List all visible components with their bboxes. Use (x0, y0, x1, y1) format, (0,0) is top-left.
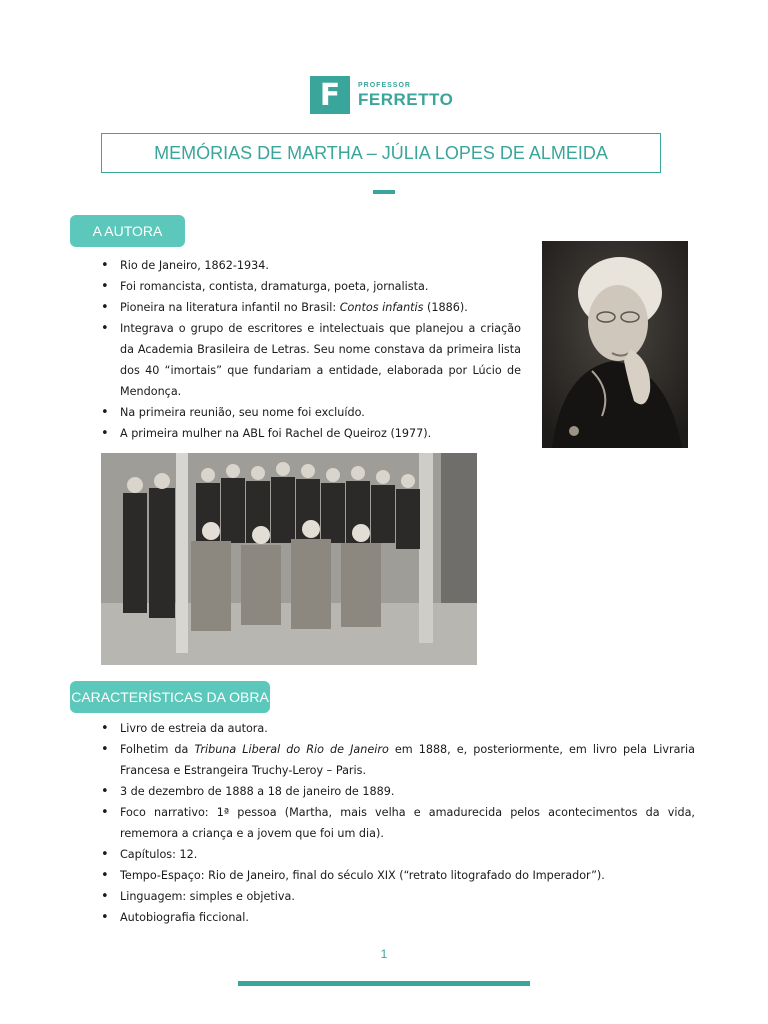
author-portrait-photo (542, 241, 688, 448)
logo-name: FERRETTO (358, 90, 454, 109)
list-item (100, 297, 521, 318)
list-item-text: Folhetim da (120, 743, 195, 756)
list-item (100, 739, 695, 781)
list-item-text: (1886). (423, 301, 468, 314)
list-item (100, 865, 695, 886)
list-item (100, 276, 521, 297)
italic-title: Contos infantis (339, 301, 424, 314)
professor-ferretto-logo (310, 76, 453, 114)
list-item-text: Pioneira na literatura infantil no Brasil: (120, 301, 340, 314)
page-number: 1 (380, 947, 388, 961)
list-item (100, 318, 521, 402)
section-label-caracteristicas: CARACTERÍSTICAS DA OBRA (70, 681, 270, 713)
list-item (100, 718, 695, 739)
list-item (100, 907, 695, 928)
list-item-text: Tempo-Espaço: Rio de Janeiro, final do século XIX (“retrato litografado do Imperador”). (120, 869, 605, 882)
obra-bullet-list (100, 718, 695, 928)
list-item-text: Linguagem: simples e objetiva. (120, 890, 295, 903)
list-item-text: A primeira mulher na ABL foi Rachel de Queiroz (1977). (120, 427, 432, 440)
abl-founders-group-photo (101, 453, 477, 665)
document-title: MEMÓRIAS DE MARTHA – JÚLIA LOPES DE ALMEIDA (101, 133, 661, 173)
footer-bar (238, 981, 530, 986)
list-item (100, 802, 695, 844)
list-item-text: Na primeira reunião, seu nome foi excluído. (120, 406, 365, 419)
title-divider (373, 190, 395, 194)
list-item (100, 844, 695, 865)
list-item-text: Foco narrativo: 1ª pessoa (Martha, mais velha e amadurecida pelos acontecimentos da vida, rememora a criança e a jovem que foi um dia). (120, 806, 695, 840)
list-item (100, 781, 695, 802)
list-item (100, 886, 695, 907)
italic-title: Tribuna Liberal do Rio de Janeiro (194, 743, 389, 756)
list-item-text: Autobiografia ficcional. (120, 911, 249, 924)
list-item-text: Foi romancista, contista, dramaturga, poeta, jornalista. (120, 280, 429, 293)
logo-mark: F (310, 76, 350, 114)
list-item-text: Capítulos: 12. (120, 848, 198, 861)
list-item-text: Integrava o grupo de escritores e intelectuais que planejou a criação da Academia Brasileira de Letras. Seu nome constava da primeira lista dos 40 “imortais” que fundariam a entidade, elaborada por Lúcio de Mendonça. (120, 322, 521, 398)
section-label-autora: A AUTORA (70, 215, 185, 247)
list-item (100, 423, 521, 444)
list-item (100, 402, 521, 423)
logo-subtitle: PROFESSOR (358, 82, 411, 89)
list-item (100, 255, 521, 276)
list-item-text: 3 de dezembro de 1888 a 18 de janeiro de 1889. (120, 785, 395, 798)
list-item-text: Livro de estreia da autora. (120, 722, 268, 735)
autora-bullet-list (100, 255, 521, 444)
list-item-text: em 1888, e, posteriormente, em livro pela Livraria Francesa e Estrangeira Truchy-Leroy – Paris. (120, 743, 695, 777)
list-item-text: Rio de Janeiro, 1862-1934. (120, 259, 269, 272)
